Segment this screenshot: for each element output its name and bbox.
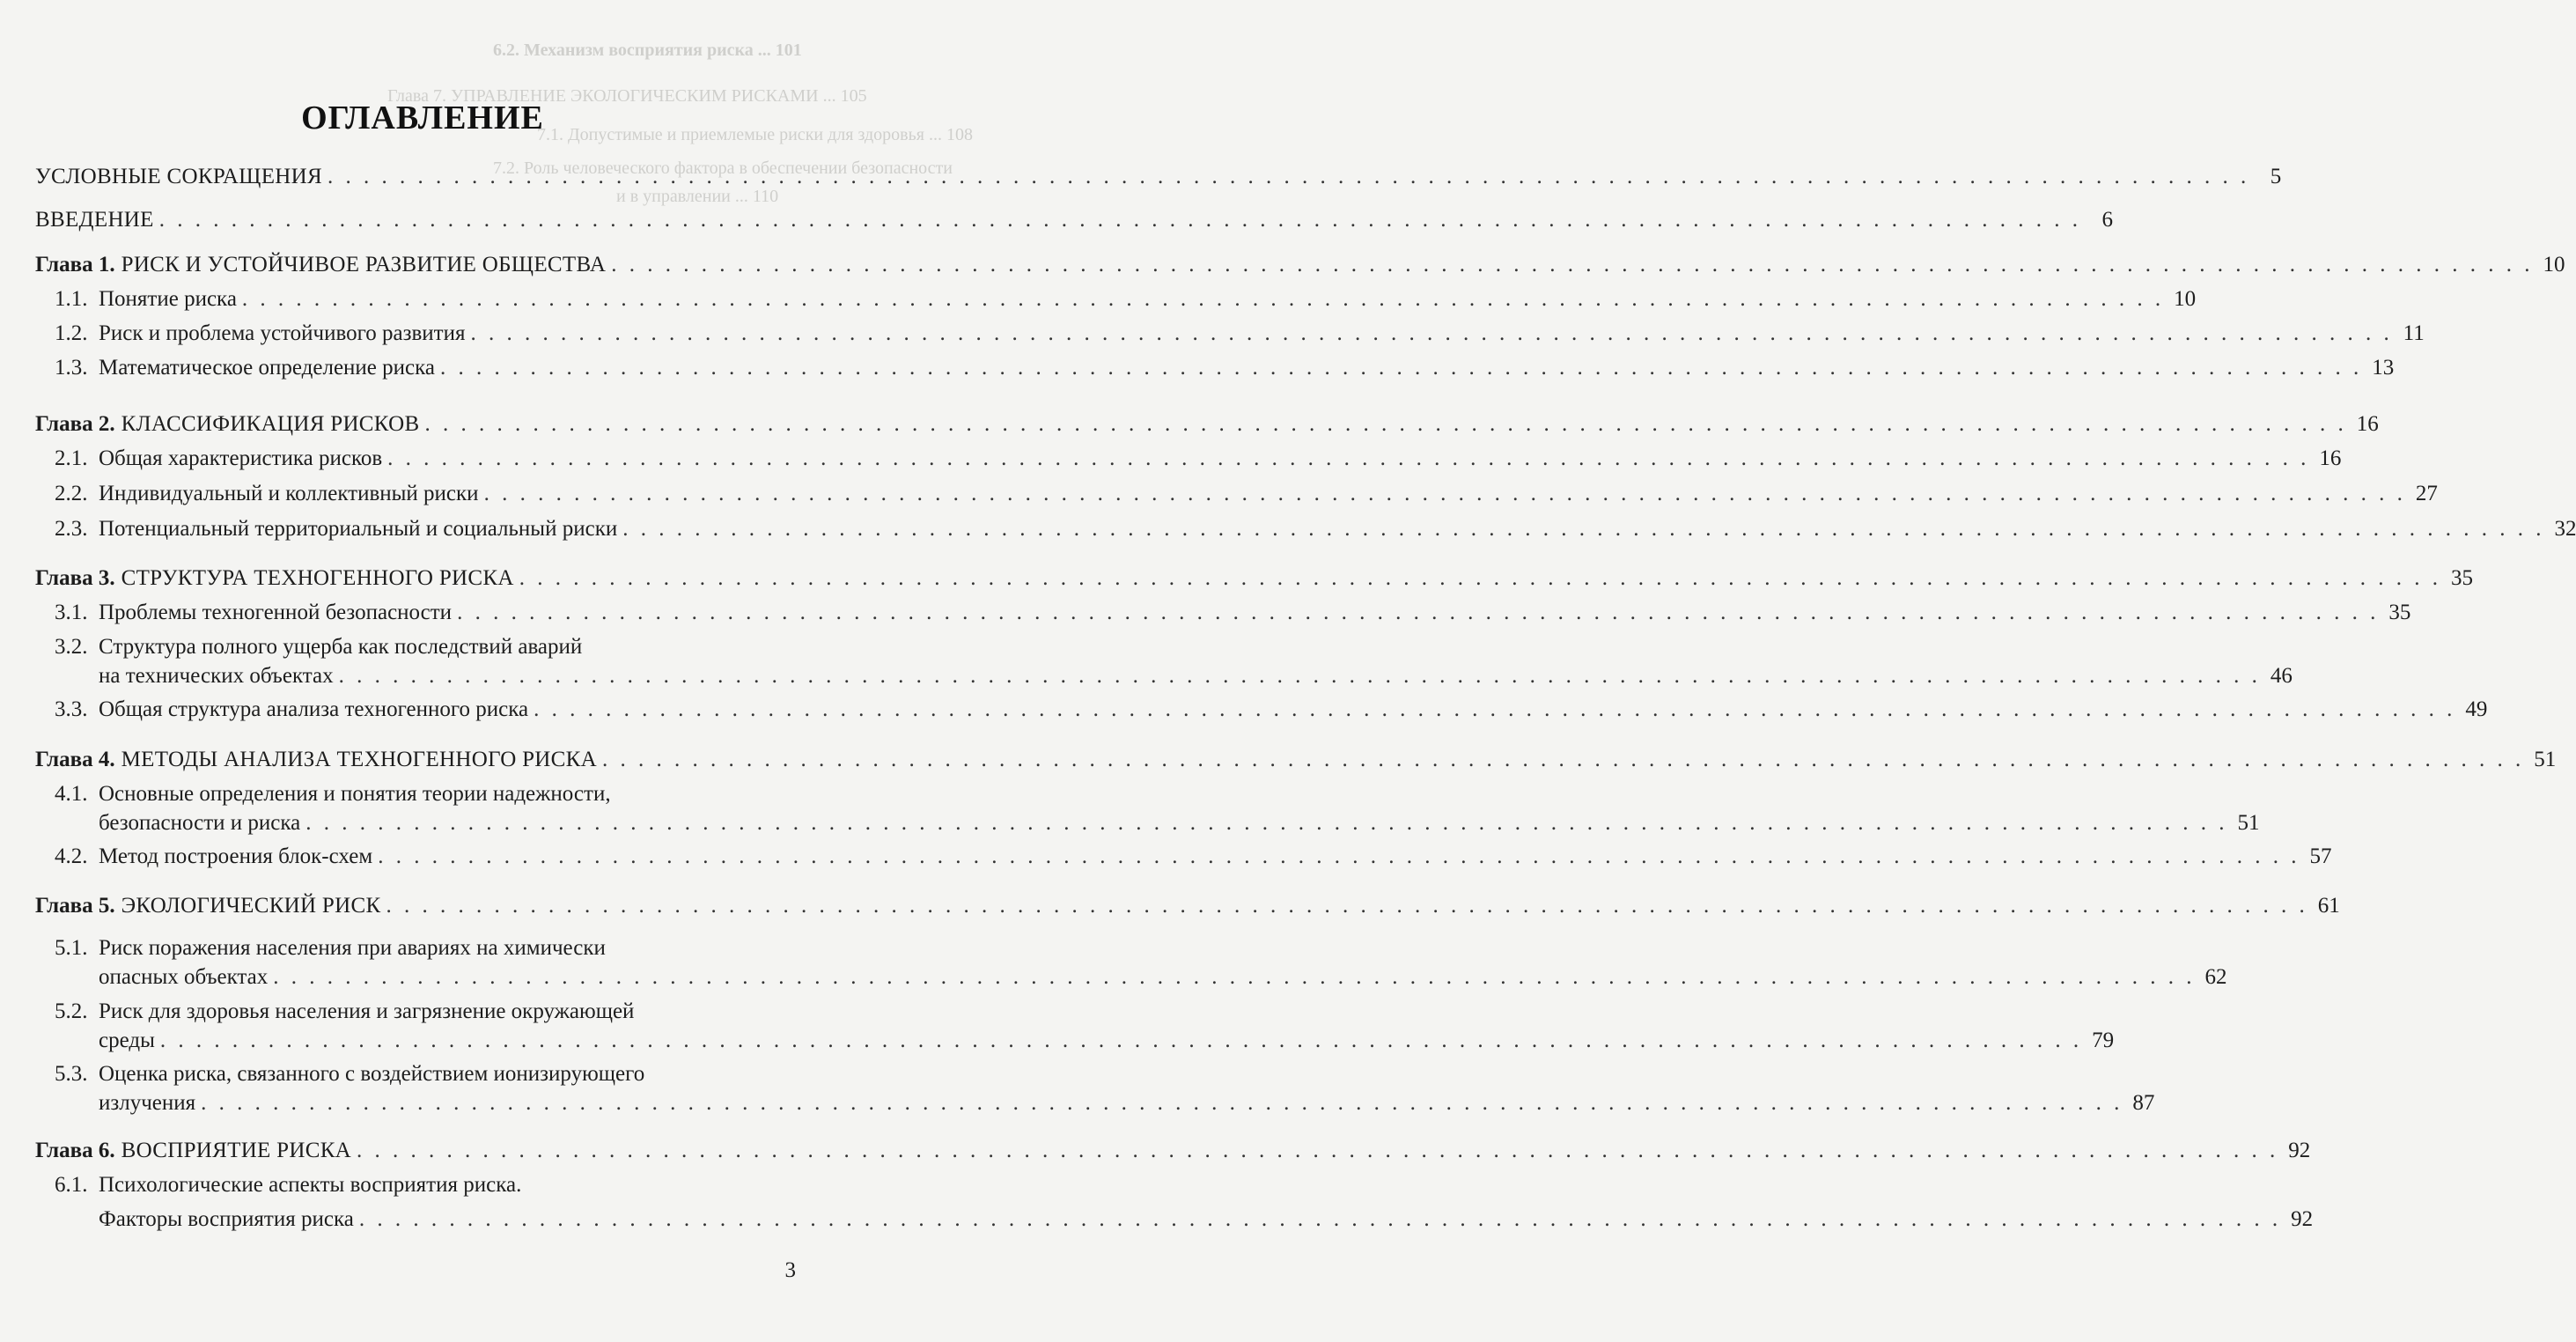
section-number: 1.2. [55,321,88,345]
toc-chapter-5 [35,891,2340,920]
section-number: 5.1. [55,936,88,960]
entry-page: 51 [2237,811,2260,835]
entry-title-line1: Оценка риска, связанного с воздействием ионизирующего [99,1062,645,1086]
entry-title: на технических объектах [99,664,334,688]
entry-title: опасных объектах [99,965,269,989]
entry-title: Общая характеристика рисков [99,446,383,470]
entry-page: 49 [2465,697,2488,721]
entry-page: 10 [2174,287,2197,311]
entry-title: Потенциальный территориальный и социальный риски [99,517,618,541]
bleed-line: Глава 7. УПРАВЛЕНИЕ ЭКОЛОГИЧЕСКИМ РИСКАМИ ... 105 [387,86,867,106]
section-number: 2.1. [55,446,88,470]
entry-title: Понятие риска [99,287,237,311]
section-number: 3.2. [55,635,88,659]
entry-title: ЭКОЛОГИЧЕСКИЙ РИСК [121,894,381,918]
toc-section [55,353,2395,382]
entry-title: излучения [99,1091,196,1115]
entry-page: 10 [2543,253,2565,277]
entry-title: ВОСПРИЯТИЕ РИСКА [121,1139,352,1162]
bleed-line: 6.2. Механизм восприятия риска ... 101 [493,41,802,60]
entry-page: 6 [2101,208,2113,232]
entry-page: 11 [2403,321,2425,345]
toc-chapter-3 [35,564,2473,593]
toc-section [55,1170,2314,1234]
toc-section [55,598,2411,627]
chapter-label: Глава 3. [35,566,115,590]
entry-page: 35 [2388,601,2411,624]
toc-section [55,842,2332,871]
entry-title: КЛАССИФИКАЦИЯ РИСКОВ [121,412,420,436]
entry-page: 62 [2204,965,2227,989]
entry-page: 35 [2450,566,2473,590]
chapter-label: Глава 4. [35,748,115,771]
entry-title: Факторы восприятия риска [99,1207,354,1231]
entry-page: 79 [2092,1029,2115,1052]
entry-title: СТРУКТУРА ТЕХНОГЕННОГО РИСКА [121,566,514,590]
entry-title: ВВЕДЕНИЕ [35,208,154,232]
toc-entry-introduction [35,205,2113,234]
toc-chapter-4 [35,745,2557,774]
entry-title-line1: Основные определения и понятия теории надежности, [99,782,611,806]
section-number: 3.3. [55,697,88,721]
toc-section [55,779,2260,837]
toc-section [55,933,2227,992]
section-number: 6.1. [55,1173,88,1197]
toc-entry-abbreviations [35,162,2282,191]
entry-page: 32 [2554,517,2576,541]
toc-section [55,514,2576,543]
section-number: 2.2. [55,482,88,505]
toc-section [55,997,2115,1055]
entry-title-line1: Риск для здоровья населения и загрязнение окружающей [99,999,635,1023]
toc-chapter-2 [35,409,2379,439]
entry-page: 13 [2372,356,2395,380]
section-number: 2.3. [55,517,88,541]
section-number: 1.1. [55,287,88,311]
entry-page: 61 [2317,894,2340,918]
entry-title: Метод построения блок-схем [99,844,373,868]
section-number: 5.3. [55,1062,88,1086]
section-number: 3.1. [55,601,88,624]
entry-title-line1: Риск поражения населения при авариях на химически [99,936,606,960]
toc-section [55,444,2342,473]
chapter-label: Глава 2. [35,412,115,436]
chapter-label: Глава 5. [35,894,115,918]
toc-section [55,1059,2155,1117]
entry-page: 51 [2534,748,2557,771]
entry-title: РИСК И УСТОЙЧИВОЕ РАЗВИТИЕ ОБЩЕСТВА [121,253,607,277]
toc-section [55,479,2438,508]
entry-page: 16 [2356,412,2379,436]
toc-section [55,695,2488,724]
toc-chapter-1 [35,250,2565,279]
bleed-line: 7.2. Роль человеческого фактора в обеспечении безопасности [493,159,953,178]
entry-title: Математическое определение риска [99,356,435,380]
entry-page: 16 [2319,446,2342,470]
entry-page: 92 [2288,1139,2311,1162]
page-number: 3 [784,1258,796,1282]
entry-title: Проблемы техногенной безопасности [99,601,453,624]
entry-title-line1: Психологические аспекты восприятия риска. [99,1173,522,1197]
entry-page: 57 [2309,844,2332,868]
toc-section [55,632,2293,690]
section-number: 4.2. [55,844,88,868]
toc-section [55,284,2197,313]
toc-section [55,319,2425,348]
entry-title-line1: Структура полного ущерба как последствий аварий [99,635,583,659]
section-number: 4.1. [55,782,88,806]
entry-title: Индивидуальный и коллективный риски [99,482,479,505]
entry-title: УСЛОВНЫЕ СОКРАЩЕНИЯ [35,165,322,188]
entry-page: 46 [2270,664,2293,688]
bleed-line: и в управлении ... 110 [616,187,779,206]
entry-title: среды [99,1029,155,1052]
bleed-line: 7.1. Допустимые и приемлемые риски для здоровья ... 108 [537,125,973,144]
section-number: 5.2. [55,999,88,1023]
entry-page: 92 [2291,1207,2314,1231]
entry-page: 5 [2270,165,2282,188]
entry-title: Риск и проблема устойчивого развития [99,321,466,345]
toc-chapter-6 [35,1136,2311,1165]
page-title: ОГЛАВЛЕНИЕ [301,100,544,136]
chapter-label: Глава 6. [35,1139,115,1162]
entry-title: МЕТОДЫ АНАЛИЗА ТЕХНОГЕННОГО РИСКА [121,748,597,771]
chapter-label: Глава 1. [35,253,115,277]
entry-page: 87 [2132,1091,2155,1115]
entry-title: безопасности и риска [99,811,301,835]
entry-title: Общая структура анализа техногенного риска [99,697,529,721]
entry-page: 27 [2415,482,2438,505]
section-number: 1.3. [55,356,88,380]
